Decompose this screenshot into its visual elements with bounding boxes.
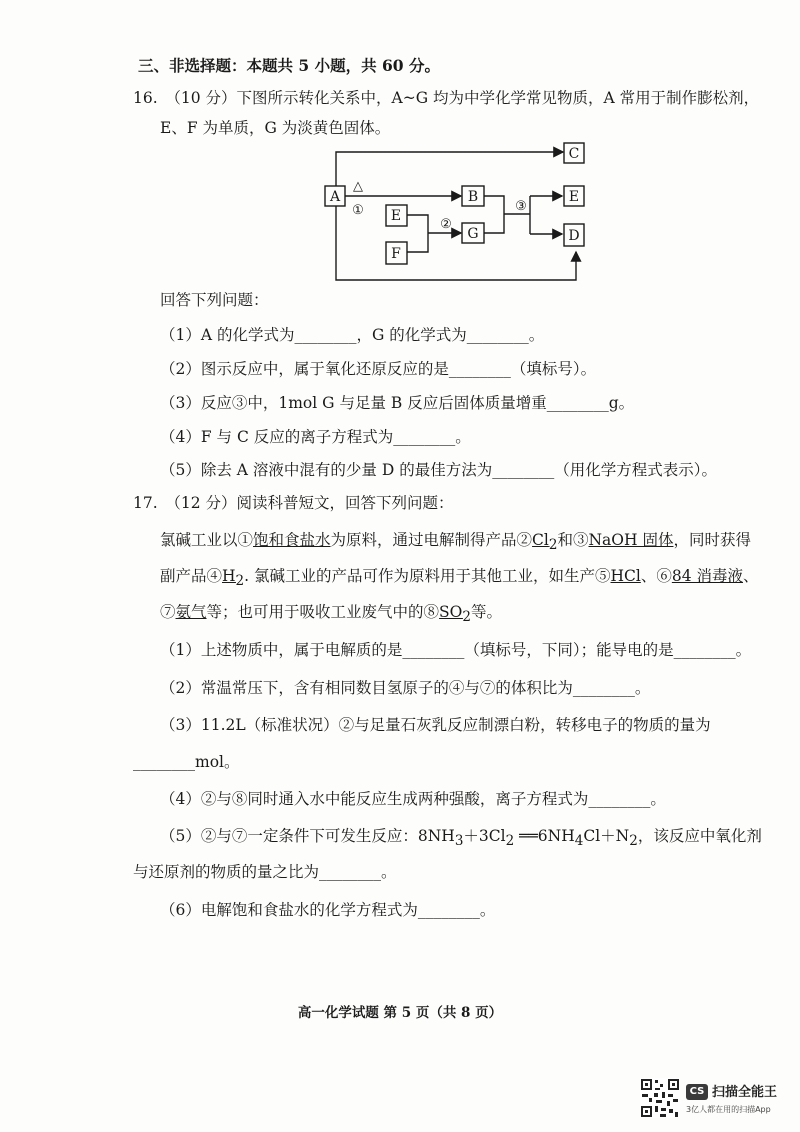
q17-sub5-line2: 与还原剂的物质的量之比为________。 bbox=[133, 863, 397, 881]
q16-answer-intro: 回答下列问题： bbox=[160, 291, 269, 309]
label-e-left: E bbox=[390, 208, 402, 224]
reaction-1-label: ① bbox=[352, 203, 364, 218]
q17-sub1: （1）上述物质中，属于电解质的是________（填标号，下同）；能导电的是________。 bbox=[160, 641, 752, 659]
qr-code-icon bbox=[640, 1078, 680, 1118]
reaction-2-label: ② bbox=[440, 217, 452, 232]
q17-passage-line3: ⑦氨气等；也可用于吸收工业废气中的$⑧SO_2$等。 bbox=[160, 603, 502, 626]
reaction-3-label: ③ bbox=[515, 199, 527, 214]
q17-sub5-line1: （5）②与⑦一定条件下可发生反应：$8NH_3+3Cl_2$ $══6NH_4Cl+N_2$，该反应中氧化剂 bbox=[160, 827, 762, 850]
q16-stem-line1: 16. （10 分）下图所示转化关系中，A~G 均为中学化学常见物质，A 常用于制作膨松剂， bbox=[133, 89, 760, 107]
q16-stem-line2: E、F 为单质，G 为淡黄色固体。 bbox=[160, 119, 391, 137]
q16-sub5: （5）除去 A 溶液中混有的少量 D 的最佳方法为________（用化学方程式表示）。 bbox=[160, 461, 717, 479]
q17-sub2: （2）常温常压下，含有相同数目氢原子的④与⑦的体积比为________。 bbox=[160, 679, 651, 697]
label-a: A bbox=[329, 189, 341, 205]
label-f: F bbox=[391, 246, 401, 262]
reaction-diagram bbox=[318, 142, 618, 287]
q16-sub3: （3）反应③中，1mol G 与足量 B 反应后固体质量增重________g。 bbox=[160, 394, 635, 412]
label-g: G bbox=[467, 226, 479, 242]
page-footer: 高一化学试题 第 5 页（共 8 页） bbox=[297, 1005, 503, 1021]
camscanner-logo: CS bbox=[686, 1084, 708, 1100]
scanner-watermark bbox=[640, 1078, 790, 1122]
q17-sub4: （4）②与⑧同时通入水中能反应生成两种强酸，离子方程式为________。 bbox=[160, 790, 666, 808]
label-d: D bbox=[568, 228, 580, 244]
section-header: 三、非选择题：本题共 5 小题，共 60 分。 bbox=[138, 56, 440, 75]
label-c: C bbox=[568, 146, 580, 162]
camscanner-tagline: 3亿人都在用的扫描App bbox=[686, 1105, 771, 1114]
label-b: B bbox=[467, 189, 479, 205]
q17-passage-line2: 副产品$④H_2$. 氯碱工业的产品可作为原料用于其他工业，如生产⑤HCl、⑥84 消毒液、 bbox=[160, 567, 759, 590]
q17-sub6: （6）电解饱和食盐水的化学方程式为________。 bbox=[160, 901, 496, 919]
q17-sub3-line2: ________mol。 bbox=[133, 753, 240, 771]
q16-sub2: （2）图示反应中，属于氧化还原反应的是________（填标号）。 bbox=[160, 360, 597, 378]
q17-sub3-line1: （3）11.2L（标准状况）②与足量石灰乳反应制漂白粉，转移电子的物质的量为 bbox=[160, 716, 711, 734]
camscanner-name: 扫描全能王 bbox=[712, 1085, 778, 1100]
q16-sub1: （1）A 的化学式为________，G 的化学式为________。 bbox=[160, 326, 545, 344]
q17-stem: 17. （12 分）阅读科普短文，回答下列问题： bbox=[133, 494, 454, 512]
q17-passage-line1: 氯碱工业以①饱和食盐水为原料，通过电解制得产品$②Cl_2$和③NaOH 固体，同时获得 bbox=[160, 531, 751, 554]
q16-sub4: （4）F 与 C 反应的离子方程式为________。 bbox=[160, 428, 471, 446]
heat-symbol: △ bbox=[353, 179, 363, 194]
label-e-right: E bbox=[568, 189, 580, 205]
